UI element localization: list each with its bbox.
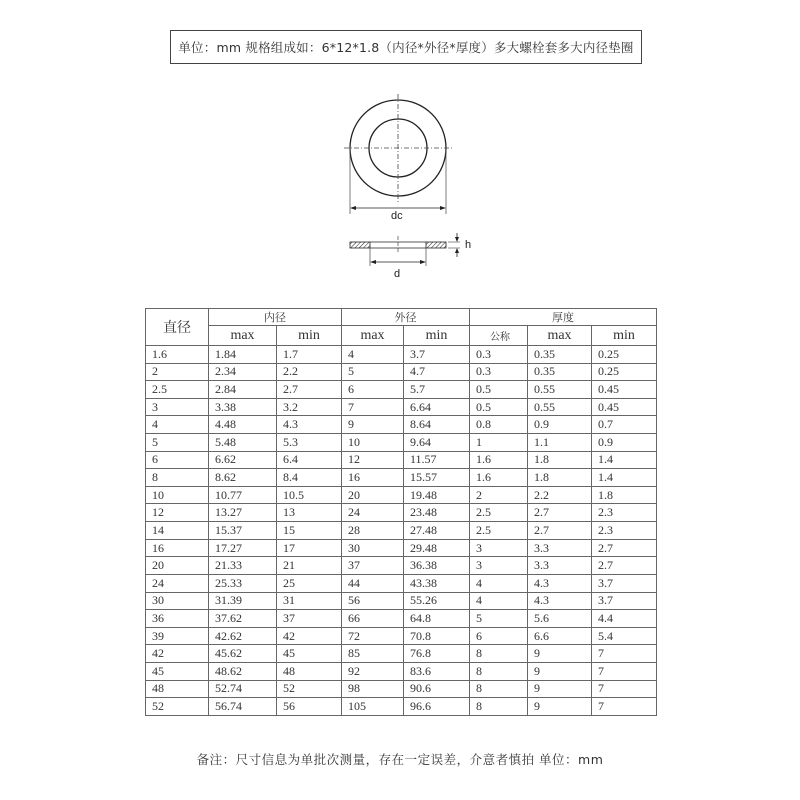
thickness-max-cell: 9	[528, 680, 592, 698]
thickness-min-cell: 7	[592, 645, 657, 663]
outer-max-cell: 37	[342, 557, 404, 575]
inner-min-cell: 1.7	[277, 346, 342, 364]
outer-min-cell: 4.7	[404, 363, 470, 381]
thickness-min-cell: 7	[592, 698, 657, 716]
thickness-nominal-cell: 0.8	[470, 416, 528, 434]
thickness-nominal-cell: 0.5	[470, 381, 528, 399]
outer-min-cell: 96.6	[404, 698, 470, 716]
inner-max-cell: 45.62	[209, 645, 277, 663]
thickness-max-cell: 9	[528, 662, 592, 680]
thickness-min-cell: 0.7	[592, 416, 657, 434]
thickness-nominal-cell: 3	[470, 557, 528, 575]
diameter-cell: 1.6	[146, 346, 209, 364]
thickness-min-cell: 0.25	[592, 346, 657, 364]
thickness-nominal-cell: 2	[470, 486, 528, 504]
inner-max-header: max	[209, 326, 277, 346]
outer-min-cell: 8.64	[404, 416, 470, 434]
diameter-cell: 4	[146, 416, 209, 434]
inner-max-cell: 5.48	[209, 434, 277, 452]
diameter-cell: 10	[146, 486, 209, 504]
thickness-nominal-cell: 8	[470, 662, 528, 680]
outer-min-cell: 23.48	[404, 504, 470, 522]
thickness-min-cell: 4.4	[592, 610, 657, 628]
diameter-cell: 39	[146, 627, 209, 645]
thickness-max-cell: 2.7	[528, 522, 592, 540]
inner-max-cell: 42.62	[209, 627, 277, 645]
thickness-nominal-cell: 4	[470, 574, 528, 592]
header-row-1	[146, 309, 657, 326]
inner-max-cell: 25.33	[209, 574, 277, 592]
col-diameter: 直径	[146, 309, 209, 346]
spec-note: 单位：mm 规格组成如：6*12*1.8（内径*外径*厚度）多大螺栓套多大内径垫圈	[178, 40, 634, 55]
table-row	[146, 469, 657, 487]
table-row	[146, 698, 657, 716]
inner-min-header: min	[277, 326, 342, 346]
inner-max-cell: 1.84	[209, 346, 277, 364]
thickness-nominal-cell: 1.6	[470, 451, 528, 469]
outer-min-cell: 19.48	[404, 486, 470, 504]
thickness-max-cell: 0.35	[528, 346, 592, 364]
inner-min-cell: 2.7	[277, 381, 342, 399]
thickness-nominal-cell: 2.5	[470, 522, 528, 540]
dc-label: dc	[391, 210, 403, 222]
col-thickness: 厚度	[470, 309, 657, 326]
thickness-max-header: max	[528, 326, 592, 346]
outer-min-cell: 90.6	[404, 680, 470, 698]
thickness-max-cell: 4.3	[528, 574, 592, 592]
table-row	[146, 486, 657, 504]
inner-max-cell: 10.77	[209, 486, 277, 504]
outer-max-cell: 56	[342, 592, 404, 610]
table-row	[146, 346, 657, 364]
thickness-nominal-cell: 2.5	[470, 504, 528, 522]
table-row	[146, 522, 657, 540]
table-row	[146, 557, 657, 575]
inner-min-cell: 45	[277, 645, 342, 663]
thickness-nominal-cell: 1	[470, 434, 528, 452]
thickness-min-cell: 2.7	[592, 539, 657, 557]
thickness-min-cell: 1.4	[592, 469, 657, 487]
outer-max-cell: 9	[342, 416, 404, 434]
spec-note-box	[170, 30, 642, 64]
diameter-cell: 3	[146, 398, 209, 416]
diameter-cell: 24	[146, 574, 209, 592]
d-label: d	[394, 268, 401, 280]
washer-drawing	[330, 90, 480, 290]
thickness-min-cell: 0.45	[592, 398, 657, 416]
thickness-min-cell: 1.4	[592, 451, 657, 469]
inner-min-cell: 52	[277, 680, 342, 698]
inner-max-cell: 8.62	[209, 469, 277, 487]
thickness-nominal-cell: 5	[470, 610, 528, 628]
inner-max-cell: 21.33	[209, 557, 277, 575]
table-row	[146, 434, 657, 452]
table-row	[146, 627, 657, 645]
thickness-nominal-header: 公称	[470, 326, 528, 346]
inner-max-cell: 3.38	[209, 398, 277, 416]
diameter-cell: 6	[146, 451, 209, 469]
col-inner-diameter: 内径	[209, 309, 342, 326]
outer-max-cell: 12	[342, 451, 404, 469]
outer-min-cell: 43.38	[404, 574, 470, 592]
outer-min-cell: 83.6	[404, 662, 470, 680]
footer-note: 备注：尺寸信息为单批次测量，存在一定误差，介意者慎拍 单位：mm	[196, 752, 604, 767]
outer-max-cell: 98	[342, 680, 404, 698]
inner-max-cell: 17.27	[209, 539, 277, 557]
diameter-cell: 42	[146, 645, 209, 663]
table-row	[146, 610, 657, 628]
thickness-min-cell: 3.7	[592, 592, 657, 610]
inner-max-cell: 37.62	[209, 610, 277, 628]
thickness-min-cell: 2.3	[592, 522, 657, 540]
thickness-max-cell: 3.3	[528, 557, 592, 575]
outer-max-cell: 28	[342, 522, 404, 540]
inner-min-cell: 25	[277, 574, 342, 592]
outer-min-cell: 5.7	[404, 381, 470, 399]
diameter-cell: 45	[146, 662, 209, 680]
thickness-nominal-cell: 8	[470, 680, 528, 698]
inner-min-cell: 15	[277, 522, 342, 540]
table-row	[146, 451, 657, 469]
thickness-max-cell: 4.3	[528, 592, 592, 610]
inner-min-cell: 8.4	[277, 469, 342, 487]
table-row	[146, 504, 657, 522]
outer-min-cell: 36.38	[404, 557, 470, 575]
diameter-cell: 2.5	[146, 381, 209, 399]
inner-min-cell: 31	[277, 592, 342, 610]
outer-max-cell: 66	[342, 610, 404, 628]
outer-max-cell: 6	[342, 381, 404, 399]
outer-max-cell: 92	[342, 662, 404, 680]
thickness-nominal-cell: 6	[470, 627, 528, 645]
thickness-max-cell: 1.8	[528, 469, 592, 487]
inner-min-cell: 42	[277, 627, 342, 645]
outer-max-cell: 85	[342, 645, 404, 663]
thickness-nominal-cell: 8	[470, 698, 528, 716]
outer-min-cell: 9.64	[404, 434, 470, 452]
header-row-2	[146, 326, 657, 346]
thickness-min-cell: 5.4	[592, 627, 657, 645]
outer-max-cell: 44	[342, 574, 404, 592]
thickness-nominal-cell: 0.5	[470, 398, 528, 416]
thickness-min-cell: 3.7	[592, 574, 657, 592]
outer-max-cell: 24	[342, 504, 404, 522]
inner-max-cell: 56.74	[209, 698, 277, 716]
thickness-min-header: min	[592, 326, 657, 346]
outer-min-cell: 11.57	[404, 451, 470, 469]
inner-min-cell: 37	[277, 610, 342, 628]
diameter-cell: 16	[146, 539, 209, 557]
inner-min-cell: 48	[277, 662, 342, 680]
outer-max-cell: 10	[342, 434, 404, 452]
outer-min-cell: 27.48	[404, 522, 470, 540]
outer-min-cell: 6.64	[404, 398, 470, 416]
inner-max-cell: 31.39	[209, 592, 277, 610]
thickness-nominal-cell: 0.3	[470, 363, 528, 381]
inner-max-cell: 48.62	[209, 662, 277, 680]
outer-min-header: min	[404, 326, 470, 346]
inner-min-cell: 10.5	[277, 486, 342, 504]
outer-min-cell: 3.7	[404, 346, 470, 364]
thickness-nominal-cell: 4	[470, 592, 528, 610]
diameter-cell: 30	[146, 592, 209, 610]
table-row	[146, 662, 657, 680]
outer-max-cell: 30	[342, 539, 404, 557]
thickness-max-cell: 1.8	[528, 451, 592, 469]
thickness-max-cell: 0.35	[528, 363, 592, 381]
table-row	[146, 363, 657, 381]
diameter-cell: 52	[146, 698, 209, 716]
thickness-min-cell: 2.3	[592, 504, 657, 522]
inner-max-cell: 52.74	[209, 680, 277, 698]
inner-min-cell: 5.3	[277, 434, 342, 452]
table-row	[146, 398, 657, 416]
outer-min-cell: 76.8	[404, 645, 470, 663]
thickness-min-cell: 0.25	[592, 363, 657, 381]
inner-min-cell: 13	[277, 504, 342, 522]
table-row	[146, 539, 657, 557]
outer-max-cell: 20	[342, 486, 404, 504]
diameter-cell: 5	[146, 434, 209, 452]
thickness-max-cell: 0.55	[528, 381, 592, 399]
outer-min-cell: 64.8	[404, 610, 470, 628]
thickness-nominal-cell: 3	[470, 539, 528, 557]
diameter-cell: 8	[146, 469, 209, 487]
thickness-max-cell: 9	[528, 698, 592, 716]
h-label: h	[465, 239, 472, 251]
thickness-max-cell: 0.9	[528, 416, 592, 434]
washer-diagram	[330, 90, 480, 290]
diameter-cell: 48	[146, 680, 209, 698]
thickness-max-cell: 2.2	[528, 486, 592, 504]
diameter-cell: 14	[146, 522, 209, 540]
thickness-min-cell: 0.9	[592, 434, 657, 452]
inner-max-cell: 2.34	[209, 363, 277, 381]
outer-max-cell: 4	[342, 346, 404, 364]
inner-min-cell: 4.3	[277, 416, 342, 434]
thickness-min-cell: 7	[592, 662, 657, 680]
inner-min-cell: 2.2	[277, 363, 342, 381]
diameter-cell: 20	[146, 557, 209, 575]
diameter-cell: 2	[146, 363, 209, 381]
inner-max-cell: 13.27	[209, 504, 277, 522]
thickness-nominal-cell: 0.3	[470, 346, 528, 364]
inner-max-cell: 15.37	[209, 522, 277, 540]
inner-min-cell: 56	[277, 698, 342, 716]
outer-min-cell: 15.57	[404, 469, 470, 487]
diameter-cell: 12	[146, 504, 209, 522]
washer-spec-table	[145, 308, 657, 716]
thickness-min-cell: 7	[592, 680, 657, 698]
inner-max-cell: 6.62	[209, 451, 277, 469]
thickness-min-cell: 2.7	[592, 557, 657, 575]
table-row	[146, 416, 657, 434]
outer-max-header: max	[342, 326, 404, 346]
thickness-nominal-cell: 1.6	[470, 469, 528, 487]
table-row	[146, 645, 657, 663]
inner-min-cell: 6.4	[277, 451, 342, 469]
table-row	[146, 592, 657, 610]
inner-min-cell: 17	[277, 539, 342, 557]
outer-max-cell: 5	[342, 363, 404, 381]
inner-max-cell: 2.84	[209, 381, 277, 399]
thickness-min-cell: 1.8	[592, 486, 657, 504]
col-outer-diameter: 外径	[342, 309, 470, 326]
inner-min-cell: 3.2	[277, 398, 342, 416]
outer-max-cell: 72	[342, 627, 404, 645]
table-row	[146, 381, 657, 399]
thickness-max-cell: 9	[528, 645, 592, 663]
table-row	[146, 680, 657, 698]
outer-max-cell: 105	[342, 698, 404, 716]
table-row	[146, 574, 657, 592]
outer-min-cell: 29.48	[404, 539, 470, 557]
thickness-max-cell: 5.6	[528, 610, 592, 628]
outer-min-cell: 55.26	[404, 592, 470, 610]
outer-max-cell: 16	[342, 469, 404, 487]
diameter-cell: 36	[146, 610, 209, 628]
inner-min-cell: 21	[277, 557, 342, 575]
thickness-max-cell: 3.3	[528, 539, 592, 557]
thickness-max-cell: 1.1	[528, 434, 592, 452]
outer-max-cell: 7	[342, 398, 404, 416]
inner-max-cell: 4.48	[209, 416, 277, 434]
thickness-max-cell: 2.7	[528, 504, 592, 522]
thickness-max-cell: 0.55	[528, 398, 592, 416]
thickness-max-cell: 6.6	[528, 627, 592, 645]
thickness-nominal-cell: 8	[470, 645, 528, 663]
thickness-min-cell: 0.45	[592, 381, 657, 399]
outer-min-cell: 70.8	[404, 627, 470, 645]
